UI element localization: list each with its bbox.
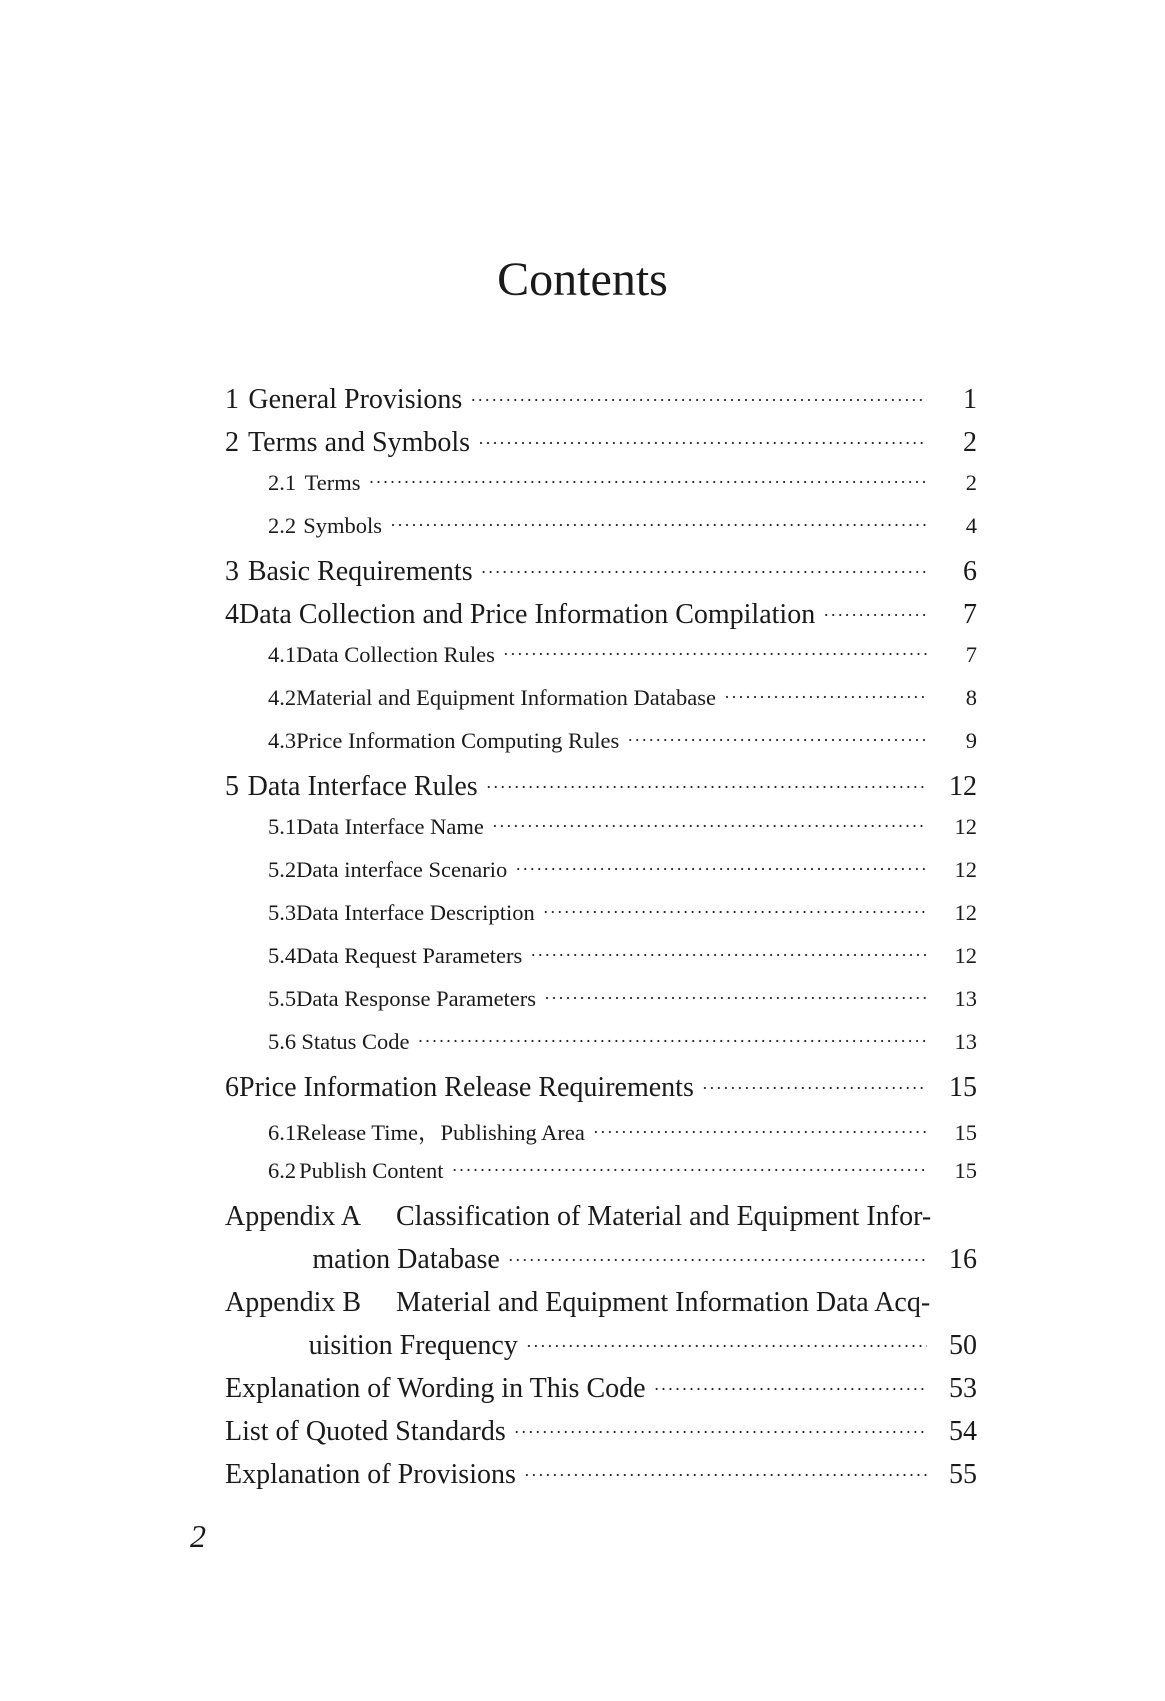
leader-dots xyxy=(524,1465,927,1486)
leader-dots xyxy=(823,605,927,626)
toc-entry-page: 15 xyxy=(954,1120,977,1145)
toc-entry-number: 2 xyxy=(225,427,239,458)
toc-subentry[interactable] xyxy=(225,1115,977,1158)
toc-entry-page: 2 xyxy=(965,470,977,495)
leader-dots xyxy=(702,1078,927,1099)
toc-entry[interactable] xyxy=(225,1373,977,1416)
toc-entry-page: 13 xyxy=(954,986,977,1011)
toc-subentry[interactable] xyxy=(225,513,977,556)
toc-entry-title: General Provisions xyxy=(248,384,463,415)
toc-entry-number: 2.1 xyxy=(268,470,297,495)
toc-entry-title: Data Interface Description xyxy=(296,900,535,925)
toc-entry-page: 12 xyxy=(954,814,977,839)
toc-entry-page: 4 xyxy=(965,513,977,538)
toc-entry-number: 6 xyxy=(225,1072,239,1103)
toc-subentry[interactable] xyxy=(225,470,977,513)
toc-entry-page: 9 xyxy=(965,728,977,753)
leader-dots xyxy=(724,687,927,708)
toc-appendix-continuation[interactable] xyxy=(225,1244,977,1287)
leader-dots xyxy=(481,562,927,583)
toc-entry-number: 2.2 xyxy=(268,513,297,538)
toc-entry-page: 12 xyxy=(949,771,977,802)
toc-subentry[interactable] xyxy=(225,857,977,900)
toc-entry-page: 1 xyxy=(963,384,977,415)
toc-entry[interactable] xyxy=(225,384,977,427)
toc-entry[interactable] xyxy=(225,771,977,814)
toc-entry-title: Release Time，Publishing Area xyxy=(296,1120,585,1145)
toc-entry[interactable] xyxy=(225,556,977,599)
toc-entry-title: List of Quoted Standards xyxy=(225,1416,506,1447)
toc-entry-page: 53 xyxy=(949,1373,977,1404)
appendix-label: Appendix B xyxy=(225,1287,362,1318)
toc-subentry[interactable] xyxy=(225,814,977,857)
toc-entry-page: 7 xyxy=(963,599,977,630)
leader-dots xyxy=(654,1379,927,1400)
toc-entry-page: 7 xyxy=(965,642,977,667)
toc-entry-title: Data Collection Rules xyxy=(296,642,495,667)
toc-entry[interactable] xyxy=(225,1072,977,1115)
toc-entry-page: 54 xyxy=(949,1416,977,1447)
toc-entry-page: 6 xyxy=(963,556,977,587)
leader-dots xyxy=(508,1250,927,1271)
toc-appendix-entry[interactable] xyxy=(225,1287,977,1330)
toc-entry-number: 5.4 xyxy=(268,943,297,968)
toc-entry-page: 12 xyxy=(954,857,977,882)
toc-subentry[interactable] xyxy=(225,642,977,685)
toc-entry[interactable] xyxy=(225,1416,977,1459)
toc-entry[interactable] xyxy=(225,427,977,470)
leader-dots xyxy=(503,644,927,665)
leader-dots xyxy=(543,902,927,923)
toc-entry-number: 4.1 xyxy=(268,642,297,667)
toc-entry-title: Publish Content xyxy=(299,1158,444,1183)
leader-dots xyxy=(418,1031,927,1052)
toc-entry[interactable] xyxy=(225,1459,977,1502)
toc-entry-number: 5.3 xyxy=(268,900,297,925)
toc-entry-page: 12 xyxy=(954,943,977,968)
toc-entry-page: 55 xyxy=(949,1459,977,1490)
toc-entry-number: 3 xyxy=(225,556,239,587)
toc-entry-title: Data Response Parameters xyxy=(296,986,537,1011)
toc-entry-title: Basic Requirements xyxy=(247,556,473,587)
leader-dots xyxy=(390,515,927,536)
toc-entry-page: 50 xyxy=(949,1330,977,1361)
toc-entry-title: Material and Equipment Information Data Acq- xyxy=(396,1287,931,1318)
toc-subentry[interactable] xyxy=(225,728,977,771)
toc-entry-number: 5.6 xyxy=(268,1029,297,1054)
toc-appendix-entry[interactable] xyxy=(225,1201,977,1244)
leader-dots xyxy=(526,1336,927,1357)
toc-entry-title: Price Information Computing Rules xyxy=(296,728,620,753)
leader-dots xyxy=(514,1422,927,1443)
toc-entry[interactable] xyxy=(225,599,977,642)
leader-dots xyxy=(593,1122,927,1143)
toc-entry-title: Data Request Parameters xyxy=(296,943,523,968)
toc-entry-title: Data Interface Rules xyxy=(247,771,478,802)
toc-subentry[interactable] xyxy=(225,943,977,986)
toc-entry-title: Data Collection and Price Information Compilation xyxy=(239,599,816,630)
toc-entry-title: Status Code xyxy=(301,1029,410,1054)
toc-entry-title: uisition Frequency xyxy=(308,1330,518,1361)
toc-entry-title: Data Interface Name xyxy=(296,814,484,839)
toc-entry-page: 15 xyxy=(954,1158,977,1183)
toc-entry-title: Explanation of Provisions xyxy=(225,1459,516,1490)
toc-subentry[interactable] xyxy=(225,986,977,1029)
toc-entry-page: 13 xyxy=(954,1029,977,1054)
leader-dots xyxy=(530,945,927,966)
toc-entry-page: 2 xyxy=(963,427,977,458)
toc-entry-page: 12 xyxy=(954,900,977,925)
toc-entry-page: 16 xyxy=(949,1244,977,1275)
leader-dots xyxy=(478,433,927,454)
leader-dots xyxy=(544,988,927,1009)
toc-entry-title: Terms xyxy=(304,470,361,495)
toc-entry-title: Symbols xyxy=(303,513,382,538)
toc-entry-title: Terms and Symbols xyxy=(248,427,471,458)
toc-subentry[interactable] xyxy=(225,685,977,728)
toc-subentry[interactable] xyxy=(225,1029,977,1072)
toc-entry-title: mation Database xyxy=(312,1244,500,1275)
toc-entry-number: 5.2 xyxy=(268,857,297,882)
toc-entry-number: 4.2 xyxy=(268,685,297,710)
leader-dots xyxy=(627,730,927,751)
leader-dots xyxy=(470,390,927,411)
toc-entry-number: 6.2 xyxy=(268,1158,297,1183)
toc-entry-number: 4 xyxy=(225,599,239,630)
toc-entry-number: 5 xyxy=(225,771,239,802)
toc-entry-number: 5.1 xyxy=(268,814,297,839)
toc-entry-title: Explanation of Wording in This Code xyxy=(225,1373,646,1404)
toc-subentry[interactable] xyxy=(225,900,977,943)
toc-entry-title: Material and Equipment Information Database xyxy=(296,685,716,710)
toc-entry-number: 4.3 xyxy=(268,728,297,753)
toc-entry-page: 15 xyxy=(949,1072,977,1103)
toc-appendix-continuation[interactable] xyxy=(225,1330,977,1373)
page-number: 2 xyxy=(190,1518,206,1554)
toc-subentry[interactable] xyxy=(225,1158,977,1201)
page-title: Contents xyxy=(497,253,668,306)
toc-entry-title: Classification of Material and Equipment Infor- xyxy=(396,1201,932,1232)
toc-entry-number: 5.5 xyxy=(268,986,297,1011)
toc-entry-number: 1 xyxy=(225,384,239,415)
appendix-label: Appendix A xyxy=(225,1201,362,1232)
toc-entry-title: Price Information Release Requirements xyxy=(239,1072,694,1103)
toc-entry-number: 6.1 xyxy=(268,1120,297,1145)
leader-dots xyxy=(486,777,927,798)
leader-dots xyxy=(492,816,927,837)
toc-entry-title: Data interface Scenario xyxy=(296,857,508,882)
toc-entry-page: 8 xyxy=(965,685,977,710)
leader-dots xyxy=(369,472,927,493)
leader-dots xyxy=(515,859,927,880)
leader-dots xyxy=(452,1160,927,1181)
table-of-contents xyxy=(225,384,977,1502)
